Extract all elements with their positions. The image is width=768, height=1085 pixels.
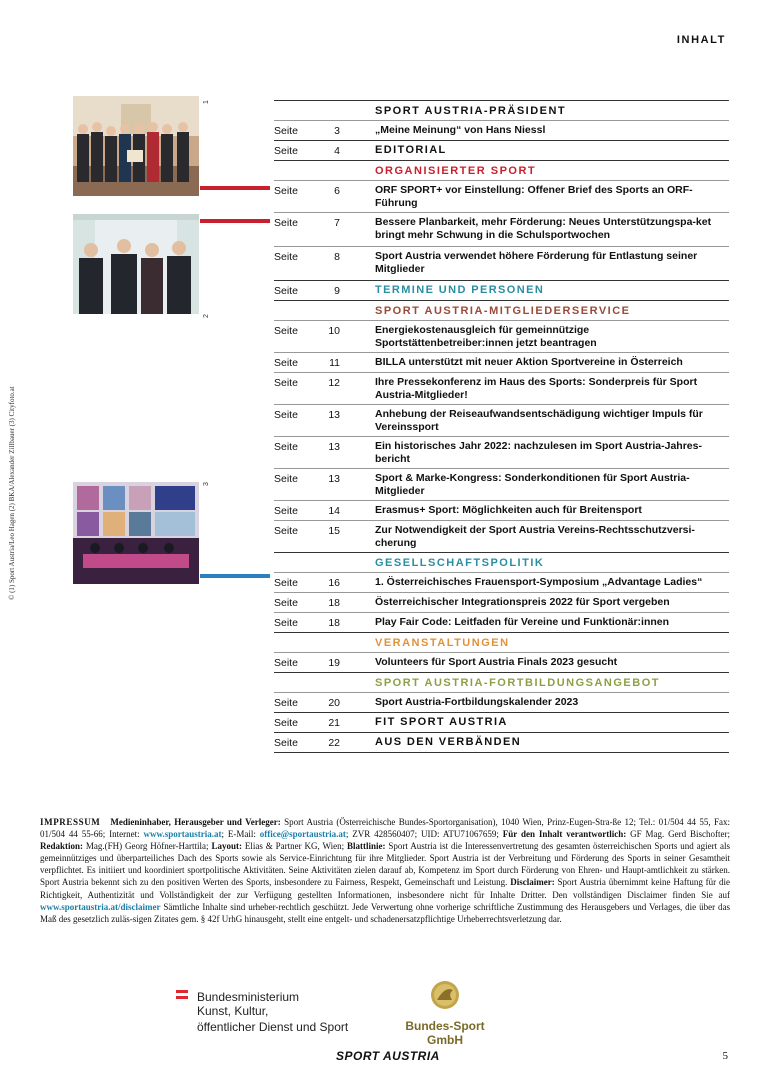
photo-officials xyxy=(73,214,199,314)
section-header-label: INHALT xyxy=(676,34,726,46)
toc-divider xyxy=(274,752,729,753)
photo-credit: © (1) Sport Austria/Leo Hagen (2) BKA/Alexander Zillbauer (3) Cityfoto.at xyxy=(8,386,16,600)
website-link[interactable]: www.sportaustria.at xyxy=(143,829,222,840)
page-number: 5 xyxy=(722,1050,728,1062)
toc-row[interactable]: Seite 20 Sport Austria-Fortbildungskalender 2023 xyxy=(274,692,729,712)
marker-gesellschaft xyxy=(200,574,270,578)
toc-row[interactable]: Seite 18 Play Fair Code: Leitfaden für Vereine und Funktionär:innen xyxy=(274,612,729,632)
section-heading: SPORT AUSTRIA-PRÄSIDENT xyxy=(274,100,729,120)
austria-flag-icon xyxy=(176,990,188,999)
bundes-sport-logo: Bundes-Sport GmbH xyxy=(390,980,500,1047)
impressum-heading: IMPRESSUM xyxy=(40,817,101,827)
toc-row[interactable]: Seite 13 Ein historisches Jahr 2022: nachzulesen im Sport Austria-Jahres-bericht xyxy=(274,436,729,468)
toc-row[interactable]: Seite 16 1. Österreichisches Frauensport-Symposium „Advantage Ladies“ xyxy=(274,572,729,592)
toc-row[interactable]: Seite 22 AUS DEN VERBÄNDEN xyxy=(274,732,729,752)
table-of-contents xyxy=(274,100,729,753)
toc-row[interactable]: Seite 14 Erasmus+ Sport: Möglichkeiten auch für Breitensport xyxy=(274,500,729,520)
toc-row[interactable]: Seite 13 Sport & Marke-Kongress: Sonderkonditionen für Sport Austria-Mitglieder xyxy=(274,468,729,500)
sport-austria-logo: SPORT AUSTRIA xyxy=(336,1049,440,1063)
bundes-sport-emblem-icon xyxy=(428,980,462,1010)
disclaimer-link[interactable]: www.sportaustria.at/disclaimer xyxy=(40,901,161,912)
toc-row[interactable]: Seite 15 Zur Notwendigkeit der Sport Austria Vereins-Rechtsschutzversi-cherung xyxy=(274,520,729,552)
section-heading: GESELLSCHAFTSPOLITIK xyxy=(274,552,729,572)
toc-row[interactable]: Seite 11 BILLA unterstützt mit neuer Aktion Sportvereine in Österreich xyxy=(274,352,729,372)
section-heading: SPORT AUSTRIA-FORTBILDUNGSANGEBOT xyxy=(274,672,729,692)
toc-row[interactable]: Seite 10 Energiekostenausgleich für gemeinnützige Sportstättenbetreiber:innen jetzt beantragen xyxy=(274,320,729,352)
toc-row[interactable]: Seite 4 EDITORIAL xyxy=(274,140,729,160)
toc-row[interactable]: Seite 9 TERMINE UND PERSONEN xyxy=(274,280,729,300)
email-link[interactable]: office@sportaustria.at xyxy=(259,829,346,840)
toc-row[interactable]: Seite 18 Österreichischer Integrationspreis 2022 für Sport vergeben xyxy=(274,592,729,612)
toc-row[interactable]: Seite 8 Sport Austria verwendet höhere Förderung für Entlastung seiner Mitglieder xyxy=(274,246,729,280)
photo-number: 2 xyxy=(203,314,210,318)
toc-row[interactable]: Seite 21 FIT SPORT AUSTRIA xyxy=(274,712,729,732)
impressum: IMPRESSUM Medieninhaber, Herausgeber und Verleger: Sport Austria (Österreichische Bundes-Sportorganisation), 1040 Wien, Prinz-Eugen-Stra-ße 12; Tel.: 01/504 44 55, Fax: 01/504 44 55-66; Internet: www.sportaustria.at; E-Mail: office@sportaustria.at; ZVR 428560407; UID: ATU71067659; Für den Inhalt verantwortlich: GF Mag. Gerd Bischofter; Redaktion: Mag.(FH) Georg Höfner-Harttila; Layout: Elias & Partner KG, Wien; Blattlinie: Sport Austria ist die Interessenvertretung des gesamten österreichischen Sports und agiert als gemeinnütziges und überparteiliches Dach des Sports sowie als Service-Einrichtung für ihre Mitglieder. Sport Austria ist der Verbreitung und Förderung des Sports in seiner Gesamtheit verpflichtet. Es initiiert und koordiniert sportpolitische Aktivitäten. Seine Aktivitäten zielen darauf ab, Kompetenz im Sport durch Förderung von Ehren- und Haupt-amtlichkeit zu stärken. Sport Austria bekennt sich zu den positiven Werten des Sports, insbesondere zu Fairness, Respekt, Gemeinschaft und Leistung. Disclaimer: Sport Austria übernimmt keine Haftung für die Richtigkeit, Authentizität und Vollständigkeit der zur Verfügung gestellten Informationen, insbesondere nicht für Inhalte Dritter. Den vollständigen Disclaimer finden Sie auf www.sportaustria.at/disclaimer Sämtliche Inhalte sind urheber-rechtlich geschützt. Jede Verwertung ohne vorherige schriftliche Zustimmung des Herausgebers und Verlages, die über das Maß des gesetzlich zuläs-sigen Zitates gem. § 42f UrhG hinausgeht, stellt eine entgelt- und schadenersatzpflichtige Urheberrechtsverletzung dar. xyxy=(40,817,731,924)
photo-symposium xyxy=(73,482,199,584)
section-heading: SPORT AUSTRIA-MITGLIEDERSERVICE xyxy=(274,300,729,320)
toc-row[interactable]: Seite 7 Bessere Planbarkeit, mehr Förderung: Neues Unterstützungspa-ket bringt mehr Schwung in die Schulsportwochen xyxy=(274,212,729,246)
toc-row[interactable]: Seite 6 ORF SPORT+ vor Einstellung: Offener Brief des Sports an ORF-Führung xyxy=(274,180,729,212)
marker-organisiert xyxy=(200,186,270,190)
marker-organisiert-2 xyxy=(200,219,270,223)
section-heading: ORGANISIERTER SPORT xyxy=(274,160,729,180)
toc-row[interactable]: Seite 12 Ihre Pressekonferenz im Haus des Sports: Sonderpreis für Sport Austria-Mitglieder! xyxy=(274,372,729,404)
photo-number: 1 xyxy=(203,100,210,104)
photo-award-group xyxy=(73,96,199,196)
photo-number: 3 xyxy=(203,482,210,486)
toc-row[interactable]: Seite 19 Volunteers für Sport Austria Finals 2023 gesucht xyxy=(274,652,729,672)
toc-row[interactable]: Seite 3 „Meine Meinung“ von Hans Niessl xyxy=(274,120,729,140)
toc-row[interactable]: Seite 13 Anhebung der Reiseaufwandsentschädigung wichtiger Impuls für Vereinssport xyxy=(274,404,729,436)
section-heading: VERANSTALTUNGEN xyxy=(274,632,729,652)
